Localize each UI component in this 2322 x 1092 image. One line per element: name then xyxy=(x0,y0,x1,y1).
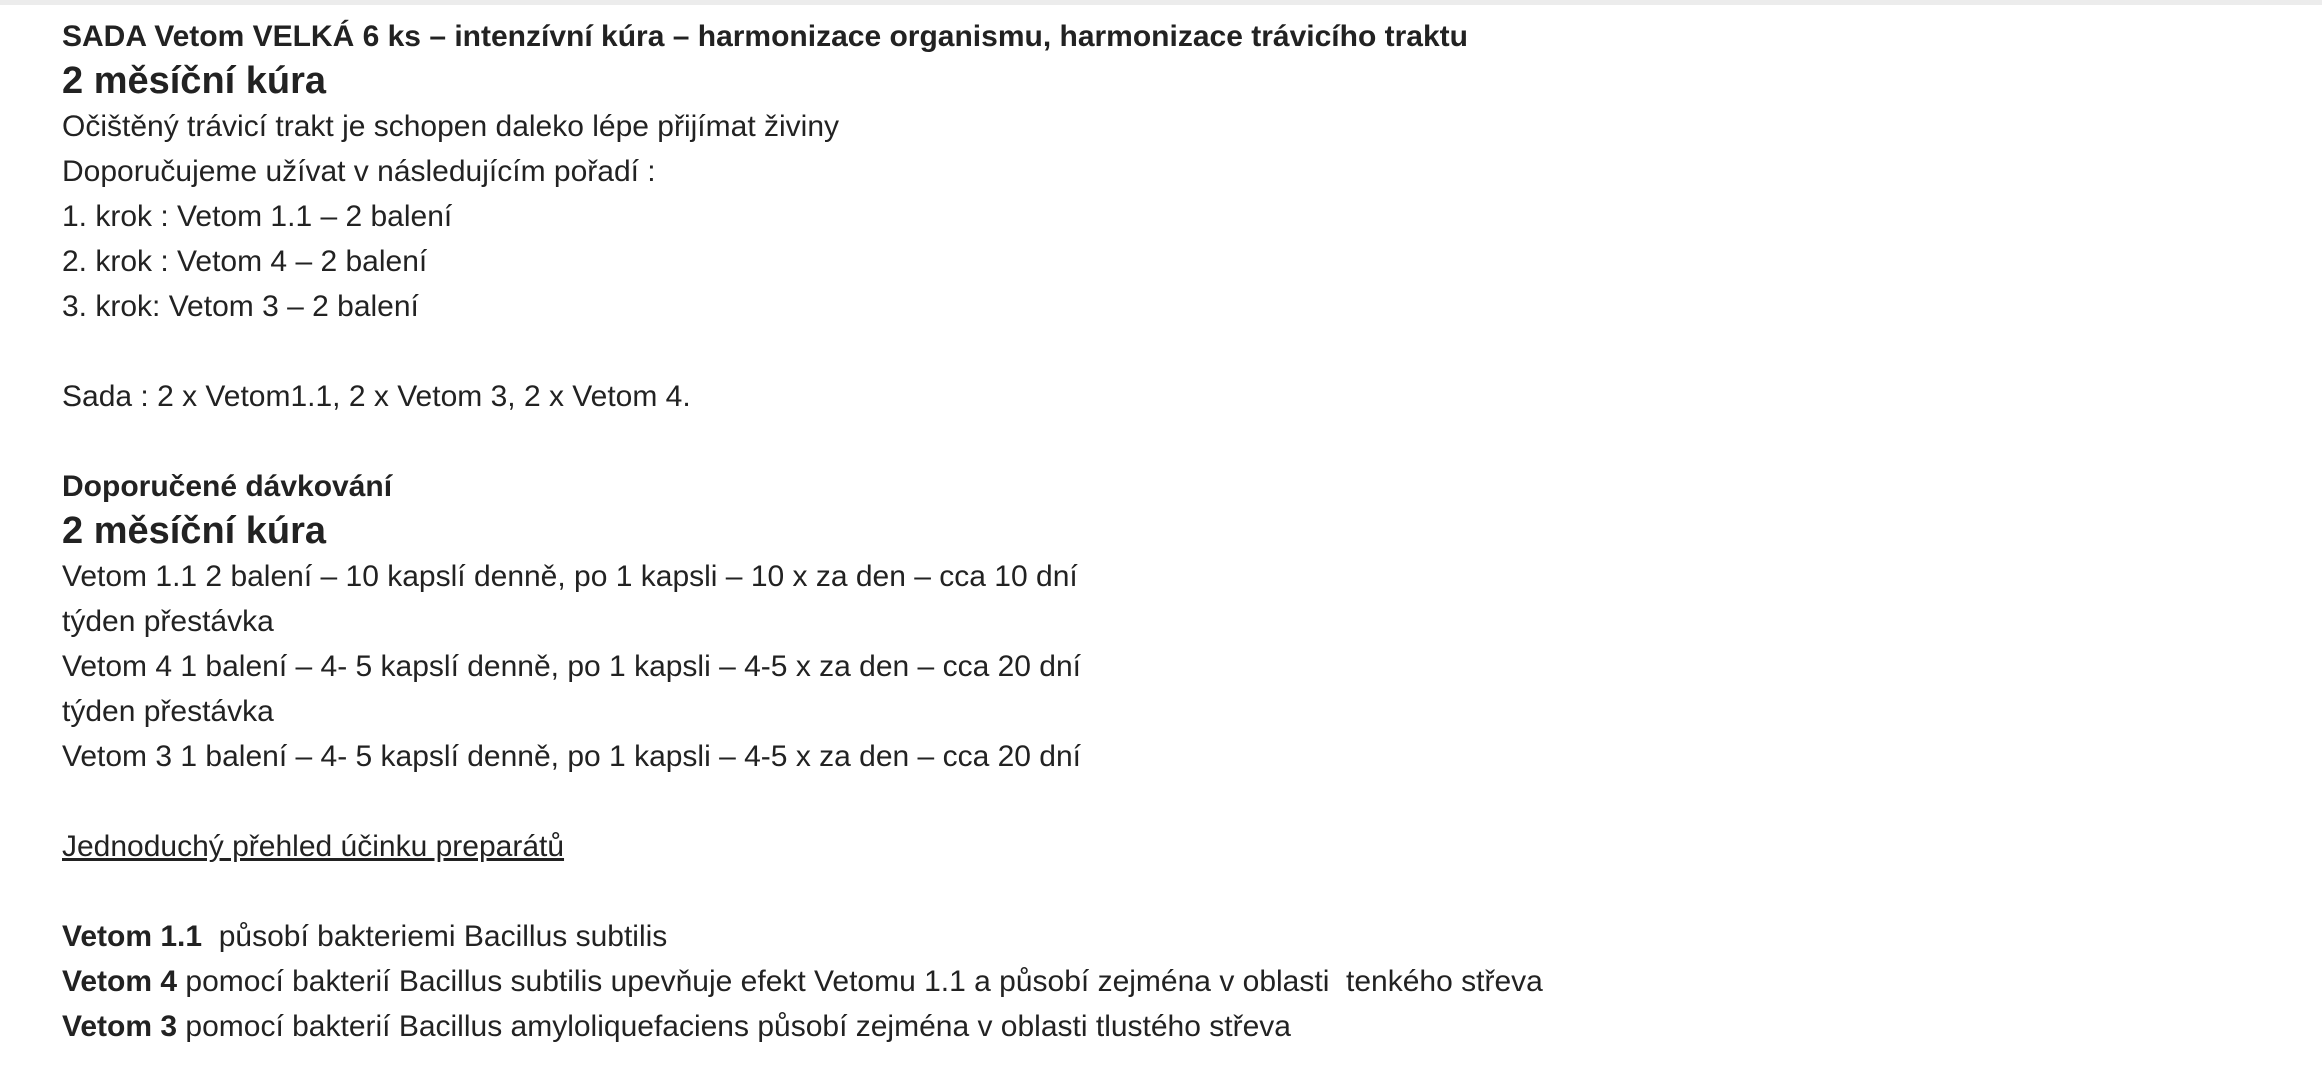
dosage-line: týden přestávka xyxy=(62,605,274,638)
top-divider xyxy=(0,0,2322,5)
overview-item-name: Vetom 3 xyxy=(62,1010,178,1043)
dosage-heading: Doporučené dávkování xyxy=(62,470,393,503)
intro-line: Doporučujeme užívat v následujícím pořadí : xyxy=(62,155,656,188)
overview-item-text: pomocí bakterií Bacillus subtilis upevňuje efekt Vetomu 1.1 a působí zejména v oblasti tenkého střeva xyxy=(177,965,1543,998)
overview-link-row xyxy=(62,824,2262,869)
step-line: 1. krok : Vetom 1.1 – 2 balení xyxy=(62,200,453,233)
step-line: 3. krok: Vetom 3 – 2 balení xyxy=(62,290,419,323)
spacer xyxy=(62,419,2262,464)
overview-item xyxy=(62,914,2262,959)
dosage-cure-heading: 2 měsíční kúra xyxy=(62,510,327,552)
dosage-line: Vetom 4 1 balení – 4- 5 kapslí denně, po 1 kapsli – 4-5 x za den – cca 20 dní xyxy=(62,650,1082,683)
intro-line: Očištěný trávicí trakt je schopen daleko lépe přijímat živiny xyxy=(62,110,839,143)
dosage-line: týden přestávka xyxy=(62,695,274,728)
spacer xyxy=(62,779,2262,824)
overview-item xyxy=(62,1004,2262,1049)
set-contents: Sada : 2 x Vetom1.1, 2 x Vetom 3, 2 x Vetom 4. xyxy=(62,380,691,413)
overview-item xyxy=(62,959,2262,1004)
product-title: SADA Vetom VELKÁ 6 ks – intenzívní kúra – harmonizace organismu, harmonizace trávicího traktu xyxy=(62,20,1468,53)
dosage-line: Vetom 3 1 balení – 4- 5 kapslí denně, po 1 kapsli – 4-5 x za den – cca 20 dní xyxy=(62,740,1082,773)
dosage-line: Vetom 1.1 2 balení – 10 kapslí denně, po 1 kapsli – 10 x za den – cca 10 dní xyxy=(62,560,1078,593)
spacer xyxy=(62,329,2262,374)
overview-item-name: Vetom 1.1 xyxy=(62,920,203,953)
overview-link[interactable]: Jednoduchý přehled účinku preparátů xyxy=(62,830,565,863)
overview-item-text: působí bakteriemi Bacillus subtilis xyxy=(202,920,668,953)
cure-heading: 2 měsíční kúra xyxy=(62,60,327,102)
spacer xyxy=(62,869,2262,914)
step-line: 2. krok : Vetom 4 – 2 balení xyxy=(62,245,428,278)
overview-item-name: Vetom 4 xyxy=(62,965,178,998)
product-description xyxy=(62,14,2262,1049)
overview-item-text: pomocí bakterií Bacillus amyloliquefaciens působí zejména v oblasti tlustého střeva xyxy=(177,1010,1291,1043)
